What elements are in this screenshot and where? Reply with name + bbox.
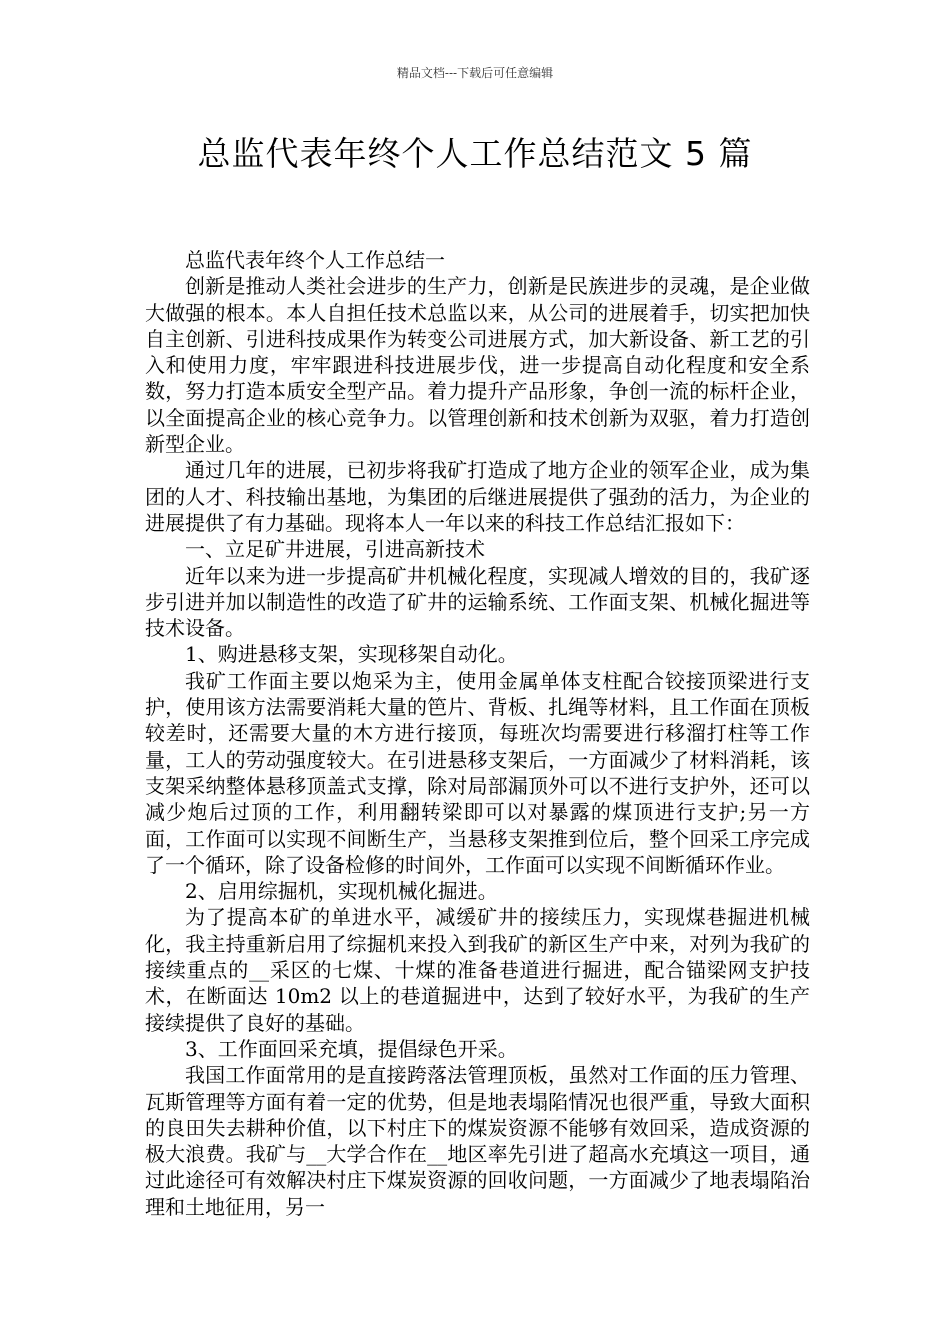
body-paragraph: 通过几年的进展，已初步将我矿打造成了地方企业的领军企业，成为集团的人才、科技输出基地，为集团的后继进展提供了强劲的活力，为企业的进展提供了有力基础。现将本人一年以来的科技工作总结汇报如下： [145, 458, 810, 535]
body-paragraph: 为了提高本矿的单进水平，减缓矿井的接续压力，实现煤巷掘进机械化，我主持重新启用了综掘机来投入到我矿的新区生产中来，对列为我矿的接续重点的__采区的七煤、十煤的准备巷道进行掘进，配合锚梁网支护技术，在断面达 10m2 以上的巷道掘进中，达到了较好水平，为我矿的生产接续提供了良好的基础。 [145, 905, 810, 1035]
document-body [145, 247, 810, 1220]
subsection-heading: 2、启用综掘机，实现机械化掘进。 [185, 879, 498, 904]
body-paragraph: 创新是推动人类社会进步的生产力，创新是民族进步的灵魂，是企业做大做强的根本。本人自担任技术总监以来，从公司的进展着手，切实把加快自主创新、引进科技成果作为转变公司进展方式，加大新设备、新工艺的引入和使用力度，牢牢跟进科技进展步伐，进一步提高自动化程度和安全系数，努力打造本质安全型产品。着力提升产品形象，争创一流的标杆企业，以全面提高企业的核心竞争力。以管理创新和技术创新为双驱，着力打造创新型企业。 [145, 274, 810, 457]
body-paragraph: 近年以来为进一步提高矿井机械化程度，实现减人增效的目的，我矿逐步引进并加以制造性的改造了矿井的运输系统、工作面支架、机械化掘进等技术设备。 [145, 563, 810, 641]
section-heading: 一、立足矿井进展，引进高新技术 [185, 537, 485, 562]
subsection-heading: 3、工作面回采充填，提倡绿色开采。 [185, 1036, 518, 1061]
page-header: 精品文档---下载后可任意编辑 [396, 66, 554, 80]
body-paragraph: 我国工作面常用的是直接跨落法管理顶板，虽然对工作面的压力管理、瓦斯管理等方面有着一定的优势，但是地表塌陷情况也很严重，导致大面积的良田失去耕种价值，以下村庄下的煤炭资源不能够有效回采，造成资源的极大浪费。我矿与__大学合作在__地区率先引进了超高水充填这一项目，通过此途径可有效解决村庄下煤炭资源的回收问题，一方面减少了地表塌陷治理和土地征用，另一 [145, 1063, 810, 1219]
body-paragraph: 我矿工作面主要以炮采为主，使用金属单体支柱配合铰接顶梁进行支护，使用该方法需要消耗大量的笆片、背板、扎绳等材料，且工作面在顶板较差时，还需要大量的木方进行接顶，每班次均需要进行移溜打柱等工作量，工人的劳动强度较大。在引进悬移支架后，一方面减少了材料消耗，该支架采纳整体悬移顶盖式支撑，除对局部漏顶外可以不进行支护外，还可以减少炮后过顶的工作，利用翻转梁即可以对暴露的煤顶进行支护;另一方面，工作面可以实现不间断生产，当悬移支架推到位后，整个回采工序完成了一个循环，除了设备检修的时间外，工作面可以实现不间断循环作业。 [145, 668, 810, 877]
document-title: 总监代表年终个人工作总结范文 5 篇 [197, 134, 753, 173]
subsection-heading: 1、购进悬移支架，实现移架自动化。 [185, 642, 518, 667]
section-heading: 总监代表年终个人工作总结一 [185, 248, 445, 272]
